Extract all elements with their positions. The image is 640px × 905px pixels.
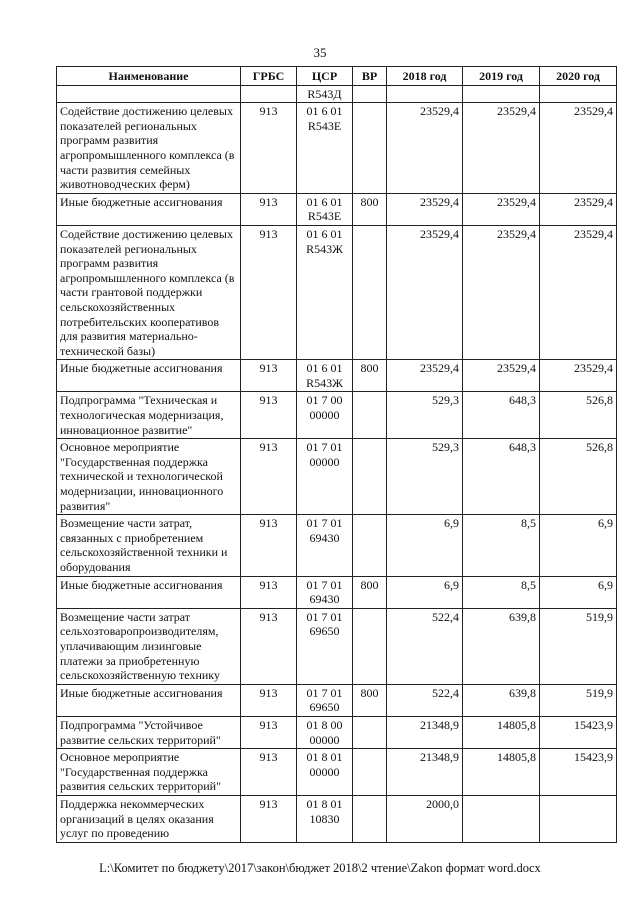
- header-csr: ЦСР: [297, 67, 353, 86]
- cell-2018: 2000,0: [387, 795, 463, 842]
- cell-csr: 01 6 01 R543Е: [297, 193, 353, 225]
- table-row: [57, 225, 617, 359]
- cell-grbs: 913: [241, 684, 297, 716]
- header-2019: 2019 год: [463, 67, 540, 86]
- cell-2020: [540, 85, 617, 103]
- cell-grbs: 913: [241, 392, 297, 439]
- cell-grbs: 913: [241, 103, 297, 194]
- cell-name: Подпрограмма "Устойчивое развитие сельских территорий": [57, 716, 241, 748]
- header-vr: ВР: [353, 67, 387, 86]
- cell-2020: 23529,4: [540, 103, 617, 194]
- cell-2019: [463, 85, 540, 103]
- footer-file-path: L:\Комитет по бюджету\2017\закон\бюджет 2018\2 чтение\Zakon формат word.docx: [99, 861, 541, 875]
- cell-name: Подпрограмма "Техническая и технологическая модернизация, инновационное развитие": [57, 392, 241, 439]
- table-row: [57, 795, 617, 842]
- cell-2018: 529,3: [387, 392, 463, 439]
- cell-csr: 01 7 01 69430: [297, 576, 353, 608]
- cell-name: Основное мероприятие "Государственная поддержка развития сельских территорий": [57, 749, 241, 796]
- table-row: [57, 103, 617, 194]
- cell-2019: 639,8: [463, 684, 540, 716]
- cell-2018: 23529,4: [387, 360, 463, 392]
- cell-grbs: 913: [241, 360, 297, 392]
- cell-vr: [353, 392, 387, 439]
- cell-csr: R543Д: [297, 85, 353, 103]
- cell-grbs: 913: [241, 795, 297, 842]
- cell-2018: 21348,9: [387, 716, 463, 748]
- cell-name: Иные бюджетные ассигнования: [57, 193, 241, 225]
- cell-2018: 23529,4: [387, 193, 463, 225]
- cell-grbs: 913: [241, 515, 297, 576]
- table-row: [57, 608, 617, 684]
- cell-name: Содействие достижению целевых показателей региональных программ развития агропромышленного комплекса (в части грантовой поддержки сельскохозяйственных потребительских кооперативов для развития материально-технической базы): [57, 225, 241, 359]
- table-row: [57, 749, 617, 796]
- cell-2018: 6,9: [387, 515, 463, 576]
- cell-2019: 14805,8: [463, 749, 540, 796]
- cell-name: [57, 85, 241, 103]
- cell-vr: 800: [353, 684, 387, 716]
- cell-2018: 522,4: [387, 608, 463, 684]
- cell-vr: [353, 795, 387, 842]
- table-row: [57, 576, 617, 608]
- cell-2019: 639,8: [463, 608, 540, 684]
- cell-grbs: 913: [241, 576, 297, 608]
- cell-2020: 15423,9: [540, 716, 617, 748]
- cell-csr: 01 7 01 00000: [297, 439, 353, 515]
- header-grbs: ГРБС: [241, 67, 297, 86]
- cell-2018: 522,4: [387, 684, 463, 716]
- cell-csr: 01 6 01 R543Ж: [297, 360, 353, 392]
- cell-vr: [353, 225, 387, 359]
- cell-2019: 8,5: [463, 515, 540, 576]
- cell-csr: 01 6 01 R543Е: [297, 103, 353, 194]
- cell-2019: 23529,4: [463, 193, 540, 225]
- cell-grbs: [241, 85, 297, 103]
- cell-2020: 519,9: [540, 608, 617, 684]
- table-row: [57, 515, 617, 576]
- cell-2020: 6,9: [540, 576, 617, 608]
- cell-name: Основное мероприятие "Государственная поддержка технической и технологической модернизации, инновационного развития": [57, 439, 241, 515]
- cell-2019: 23529,4: [463, 225, 540, 359]
- cell-grbs: 913: [241, 225, 297, 359]
- cell-vr: [353, 85, 387, 103]
- table-row: [57, 684, 617, 716]
- cell-csr: 01 6 01 R543Ж: [297, 225, 353, 359]
- cell-2020: 526,8: [540, 439, 617, 515]
- table-row: [57, 85, 617, 103]
- cell-csr: 01 8 01 10830: [297, 795, 353, 842]
- header-2020: 2020 год: [540, 67, 617, 86]
- budget-table: [56, 66, 617, 843]
- cell-name: Поддержка некоммерческих организаций в целях оказания услуг по проведению: [57, 795, 241, 842]
- cell-grbs: 913: [241, 608, 297, 684]
- cell-2018: 529,3: [387, 439, 463, 515]
- page-number: 35: [313, 45, 327, 60]
- cell-2020: 526,8: [540, 392, 617, 439]
- table-header-row: [57, 67, 617, 86]
- table-body: [57, 85, 617, 842]
- cell-csr: 01 7 01 69650: [297, 684, 353, 716]
- cell-name: Содействие достижению целевых показателей региональных программ развития агропромышленного комплекса (в части развития семейных животноводческих ферм): [57, 103, 241, 194]
- cell-name: Иные бюджетные ассигнования: [57, 684, 241, 716]
- cell-2018: [387, 85, 463, 103]
- cell-2020: 6,9: [540, 515, 617, 576]
- cell-csr: 01 7 01 69650: [297, 608, 353, 684]
- cell-2020: 23529,4: [540, 360, 617, 392]
- cell-csr: 01 8 01 00000: [297, 749, 353, 796]
- cell-csr: 01 7 01 69430: [297, 515, 353, 576]
- cell-grbs: 913: [241, 716, 297, 748]
- cell-2018: 6,9: [387, 576, 463, 608]
- cell-vr: [353, 716, 387, 748]
- table-row: [57, 193, 617, 225]
- cell-vr: [353, 749, 387, 796]
- cell-2019: 23529,4: [463, 103, 540, 194]
- cell-name: Возмещение части затрат сельхозтоваропроизводителям, уплачивающим лизинговые платежи за приобретенную сельскохозяйственную технику: [57, 608, 241, 684]
- cell-2020: 519,9: [540, 684, 617, 716]
- cell-2020: 15423,9: [540, 749, 617, 796]
- cell-2019: 23529,4: [463, 360, 540, 392]
- cell-name: Иные бюджетные ассигнования: [57, 576, 241, 608]
- cell-2019: [463, 795, 540, 842]
- cell-grbs: 913: [241, 193, 297, 225]
- header-2018: 2018 год: [387, 67, 463, 86]
- cell-grbs: 913: [241, 749, 297, 796]
- cell-vr: 800: [353, 576, 387, 608]
- cell-name: Иные бюджетные ассигнования: [57, 360, 241, 392]
- table-row: [57, 716, 617, 748]
- cell-grbs: 913: [241, 439, 297, 515]
- header-name: Наименование: [57, 67, 241, 86]
- cell-vr: [353, 515, 387, 576]
- cell-2019: 8,5: [463, 576, 540, 608]
- cell-csr: 01 7 00 00000: [297, 392, 353, 439]
- cell-2020: 23529,4: [540, 193, 617, 225]
- cell-2020: [540, 795, 617, 842]
- cell-2018: 23529,4: [387, 103, 463, 194]
- cell-2018: 21348,9: [387, 749, 463, 796]
- cell-vr: [353, 103, 387, 194]
- cell-2020: 23529,4: [540, 225, 617, 359]
- table-row: [57, 360, 617, 392]
- cell-vr: 800: [353, 360, 387, 392]
- cell-2019: 14805,8: [463, 716, 540, 748]
- cell-2018: 23529,4: [387, 225, 463, 359]
- cell-2019: 648,3: [463, 392, 540, 439]
- table-row: [57, 392, 617, 439]
- table-row: [57, 439, 617, 515]
- cell-name: Возмещение части затрат, связанных с приобретением сельскохозяйственной техники и оборудования: [57, 515, 241, 576]
- cell-2019: 648,3: [463, 439, 540, 515]
- cell-vr: 800: [353, 193, 387, 225]
- cell-vr: [353, 439, 387, 515]
- cell-vr: [353, 608, 387, 684]
- cell-csr: 01 8 00 00000: [297, 716, 353, 748]
